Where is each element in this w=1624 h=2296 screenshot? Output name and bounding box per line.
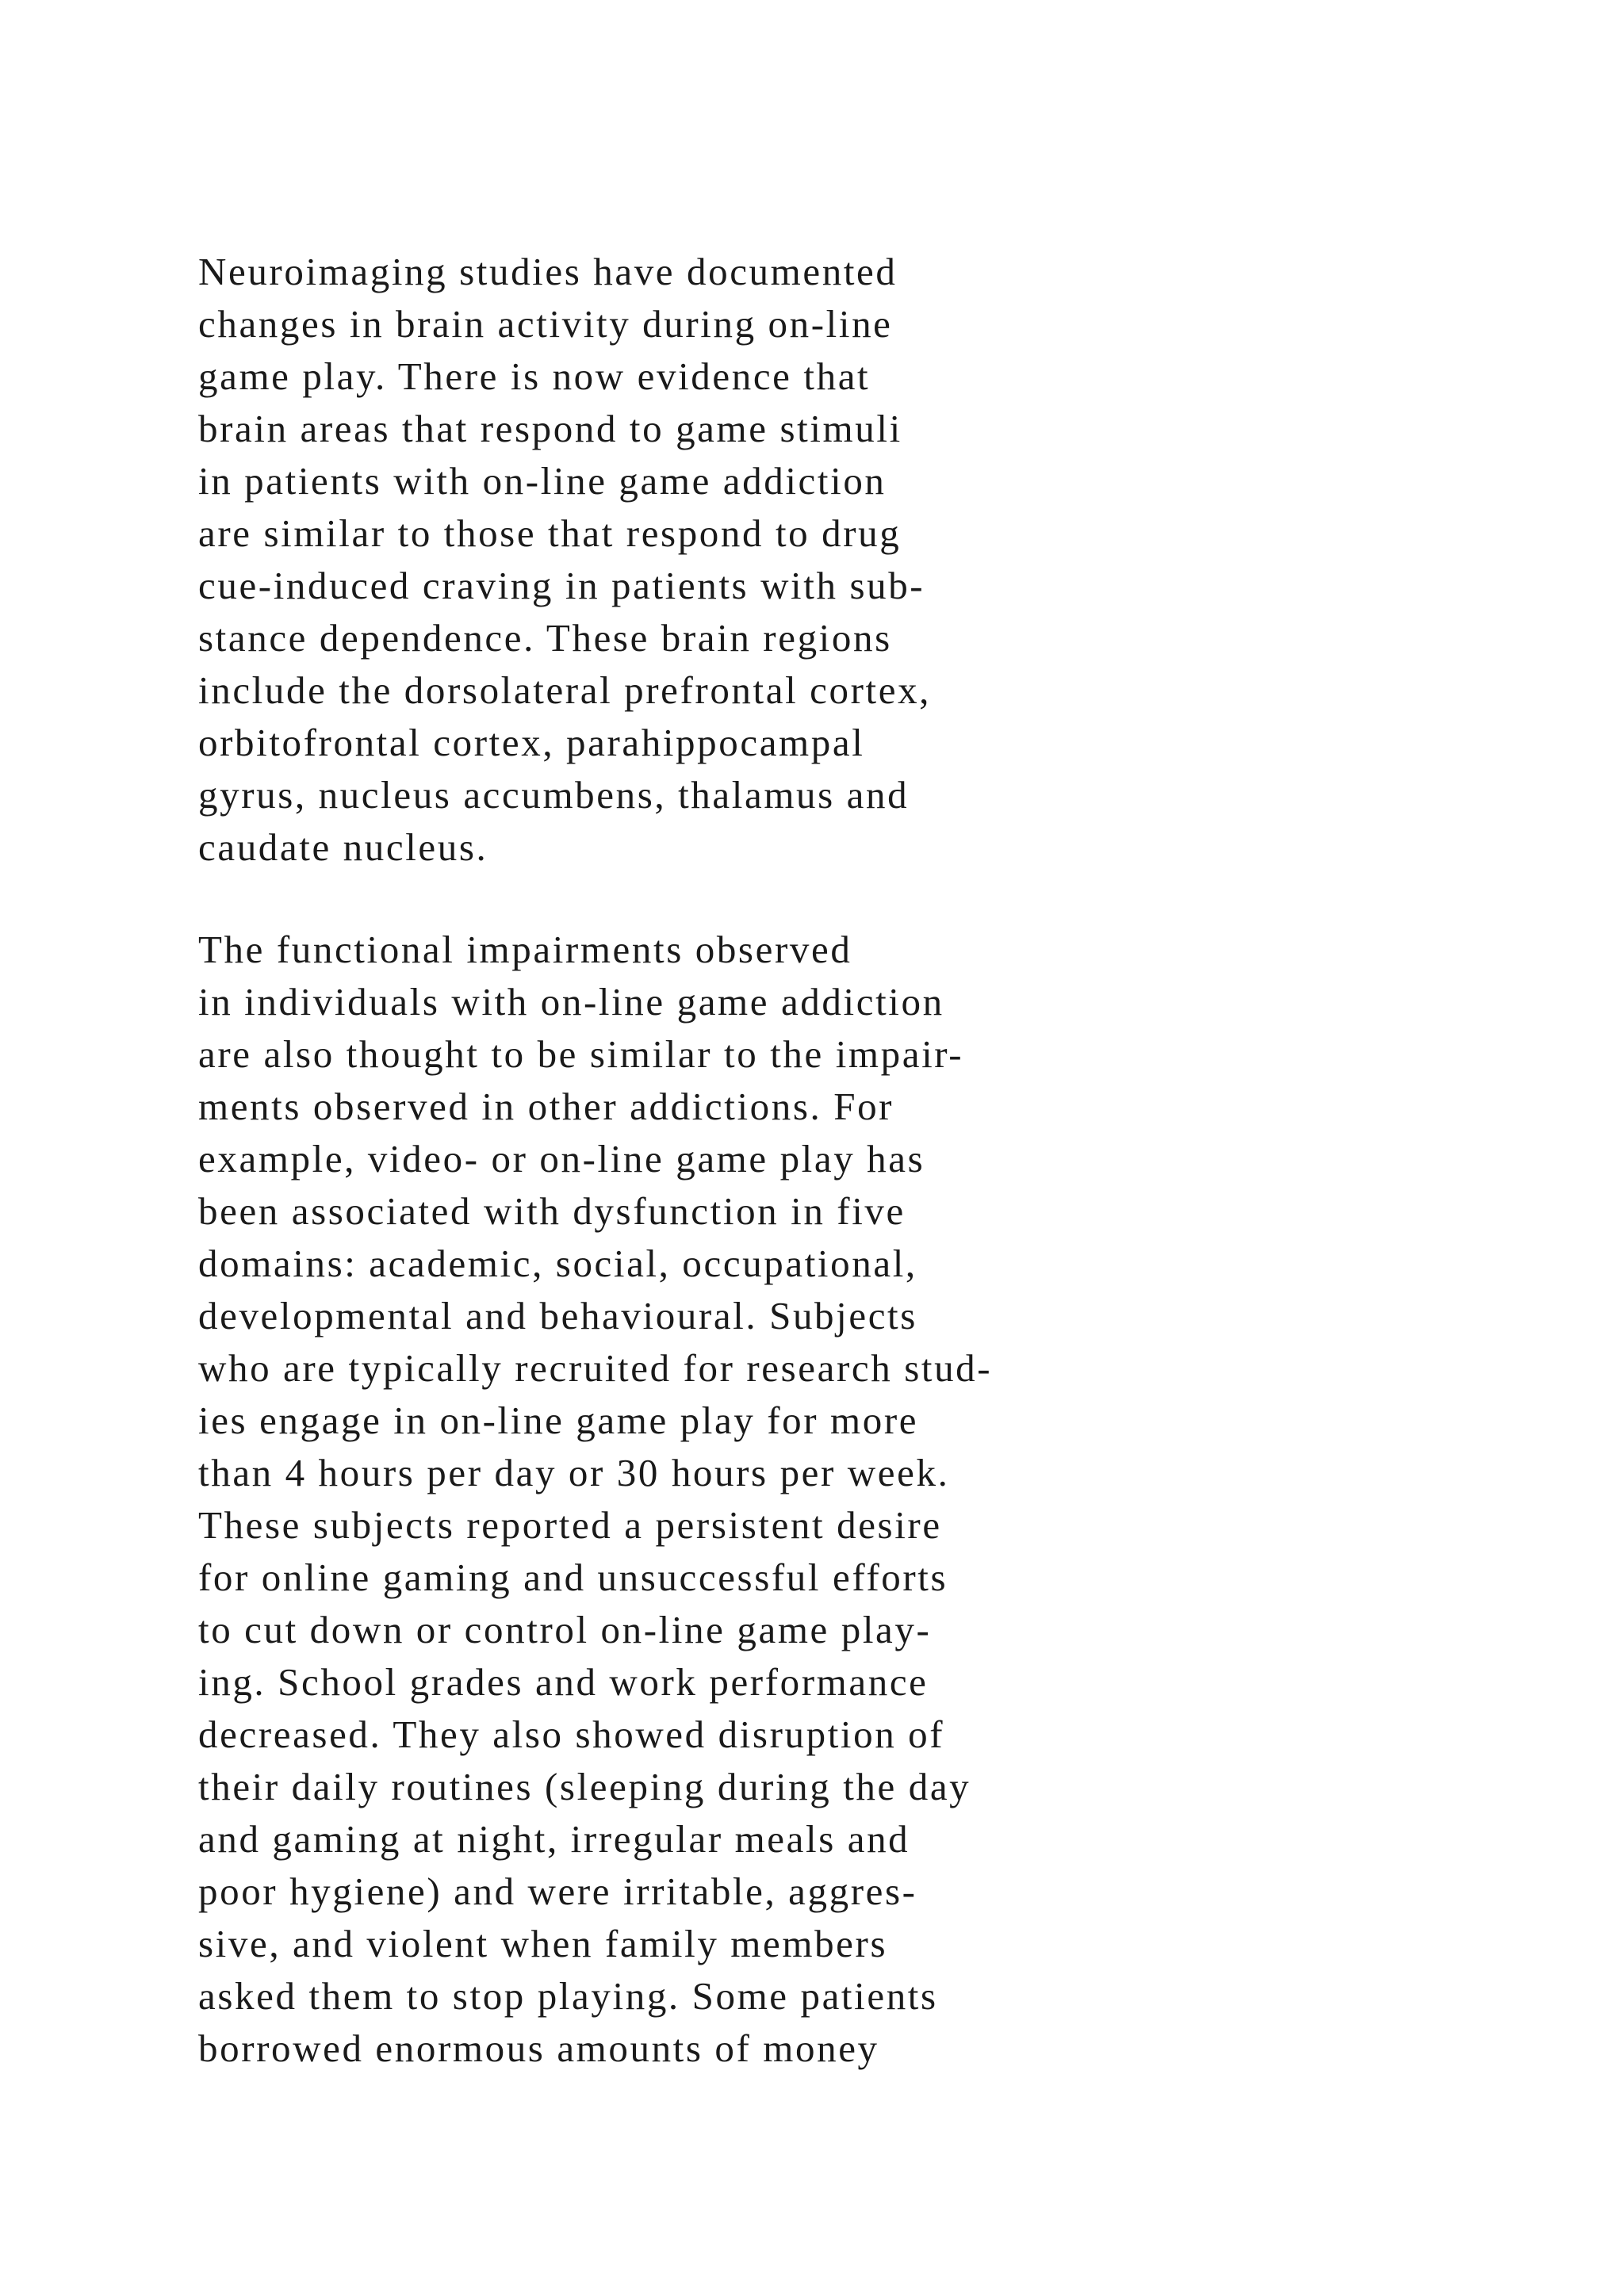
text-line: ments observed in other addictions. For [198, 1085, 894, 1128]
paragraph-functional-impairments [198, 924, 1467, 2075]
text-line: decreased. They also showed disruption of [198, 1712, 945, 1756]
text-line: than 4 hours per day or 30 hours per week. [198, 1451, 950, 1494]
text-line: sive, and violent when family members [198, 1922, 888, 1965]
text-line: are similar to those that respond to drug [198, 511, 902, 555]
text-line: caudate nucleus. [198, 825, 488, 869]
text-line: and gaming at night, irregular meals and [198, 1817, 910, 1861]
text-line: changes in brain activity during on-line [198, 302, 893, 346]
text-line: ing. School grades and work performance [198, 1660, 929, 1704]
text-line: include the dorsolateral prefrontal cortex, [198, 668, 932, 712]
text-line: brain areas that respond to game stimuli [198, 407, 902, 450]
text-line: gyrus, nucleus accumbens, thalamus and [198, 773, 910, 817]
text-line: example, video- or on-line game play has [198, 1137, 925, 1181]
text-line: are also thought to be similar to the impair- [198, 1032, 964, 1076]
text-line: in patients with on-line game addiction [198, 459, 887, 503]
text-line: borrowed enormous amounts of money [198, 2026, 879, 2070]
text-line: asked them to stop playing. Some patients [198, 1974, 938, 2018]
text-line: domains: academic, social, occupational, [198, 1242, 917, 1285]
text-line: been associated with dysfunction in five [198, 1189, 906, 1233]
text-line: poor hygiene) and were irritable, aggres- [198, 1869, 917, 1913]
text-line: stance dependence. These brain regions [198, 616, 892, 660]
text-line: in individuals with on-line game addiction [198, 980, 944, 1024]
text-line: cue-induced craving in patients with sub- [198, 564, 925, 607]
text-line: developmental and behavioural. Subjects [198, 1294, 917, 1337]
paragraph-neuroimaging [198, 246, 1467, 874]
text-line: who are typically recruited for research stud- [198, 1346, 993, 1390]
text-line: Neuroimaging studies have documented [198, 250, 898, 293]
text-line: These subjects reported a persistent desire [198, 1503, 942, 1547]
text-line: game play. There is now evidence that [198, 354, 871, 398]
text-line: for online gaming and unsuccessful efforts [198, 1556, 948, 1599]
text-line: ies engage in on-line game play for more [198, 1399, 919, 1442]
text-line: orbitofrontal cortex, parahippocampal [198, 721, 865, 764]
text-line: The functional impairments observed [198, 928, 852, 971]
text-line: their daily routines (sleeping during the day [198, 1765, 971, 1808]
text-line: to cut down or control on-line game play- [198, 1608, 932, 1651]
